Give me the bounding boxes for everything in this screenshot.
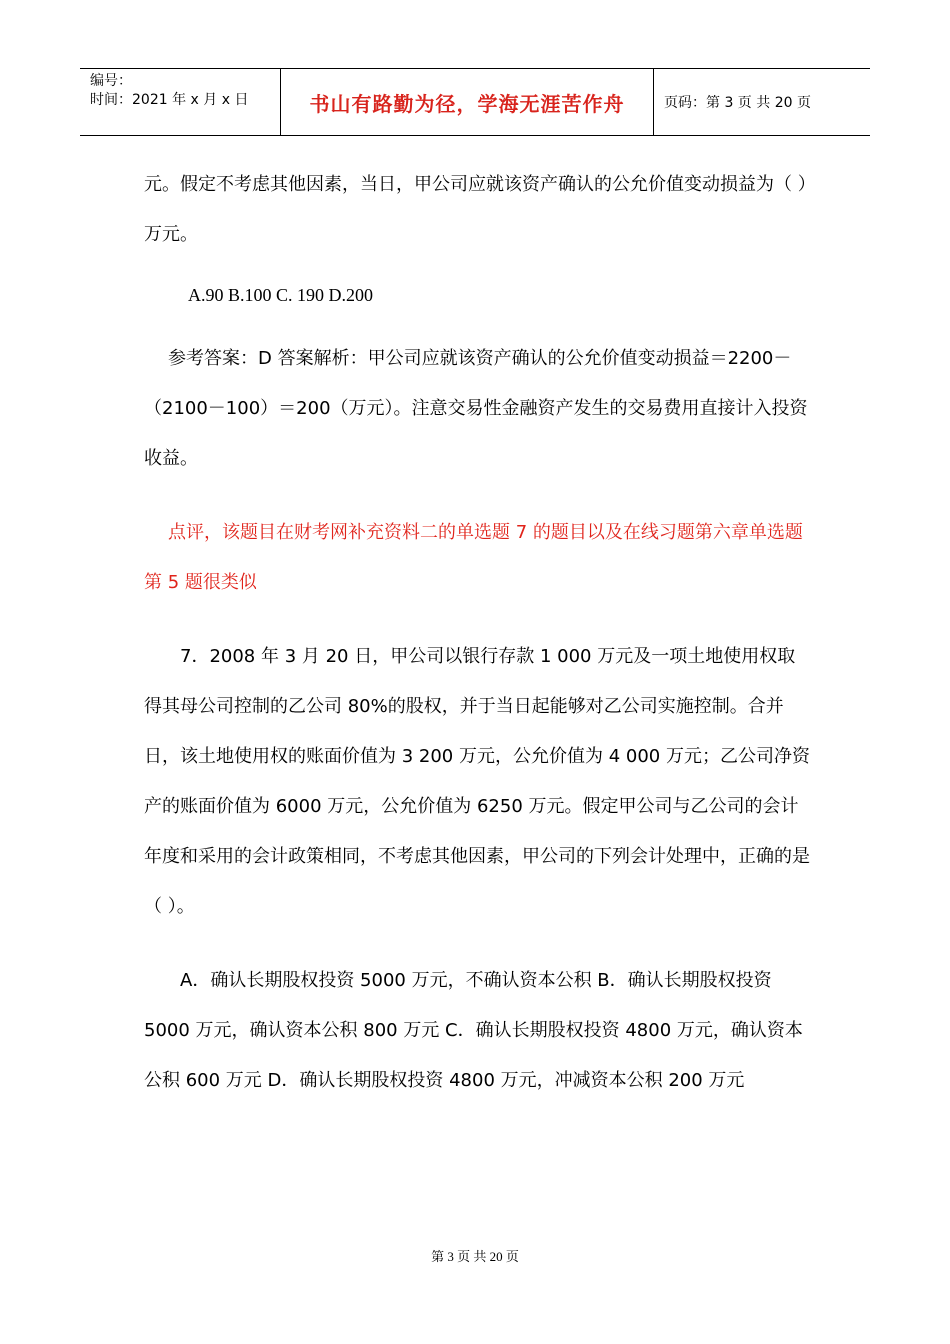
question-7-options: A．确认长期股权投资 5000 万元，不确认资本公积 B．确认长期股权投资 5000 万元，确认资本公积 800 万元 C．确认长期股权投资 4800 万元，确认资本公积 600 万元 D．确认长期股权投资 4800 万元，冲减资本公积 200 万元	[144, 970, 803, 1091]
question-6-answer: 参考答案：D 答案解析：甲公司应就该资产确认的公允价值变动损益＝2200－（2100－100）＝200（万元）。注意交易性金融资产发生的交易费用直接计入投资收益。	[144, 348, 808, 469]
page-footer: 第 3 页 共 20 页	[431, 1249, 519, 1264]
header-motto: 书山有路勤为径，学海无涯苦作舟	[281, 69, 654, 135]
question-6-options: A.90 B.100 C. 190 D.200	[188, 285, 374, 305]
header-page-info: 页码：第 3 页 共 20 页	[664, 95, 811, 111]
review-comment: 点评，该题目在财考网补充资料二的单选题 7 的题目以及在线习题第六章单选题第 5 题很类似	[144, 522, 803, 593]
page-header	[80, 68, 870, 136]
time-label: 时间：2021 年 x 月 x 日	[90, 92, 249, 108]
header-meta	[80, 69, 281, 135]
question-6-tail: 元。假定不考虑其他因素，当日，甲公司应就该资产确认的公允价值变动损益为（ ）万元。	[144, 174, 807, 245]
number-label: 编号：	[90, 73, 132, 89]
question-7: 7．2008 年 3 月 20 日，甲公司以银行存款 1 000 万元及一项土地使用权取得其母公司控制的乙公司 80%的股权，并于当日起能够对乙公司实施控制。合并日，该土地使用权的账面价值为 3 200 万元，公允价值为 4 000 万元；乙公司净资产的账面价值为 6000 万元，公允价值为 6250 万元。假定甲公司与乙公司的会计年度和采用的会计政策相同，不考虑其他因素，甲公司的下列会计处理中，正确的是（ ）。	[144, 646, 810, 917]
